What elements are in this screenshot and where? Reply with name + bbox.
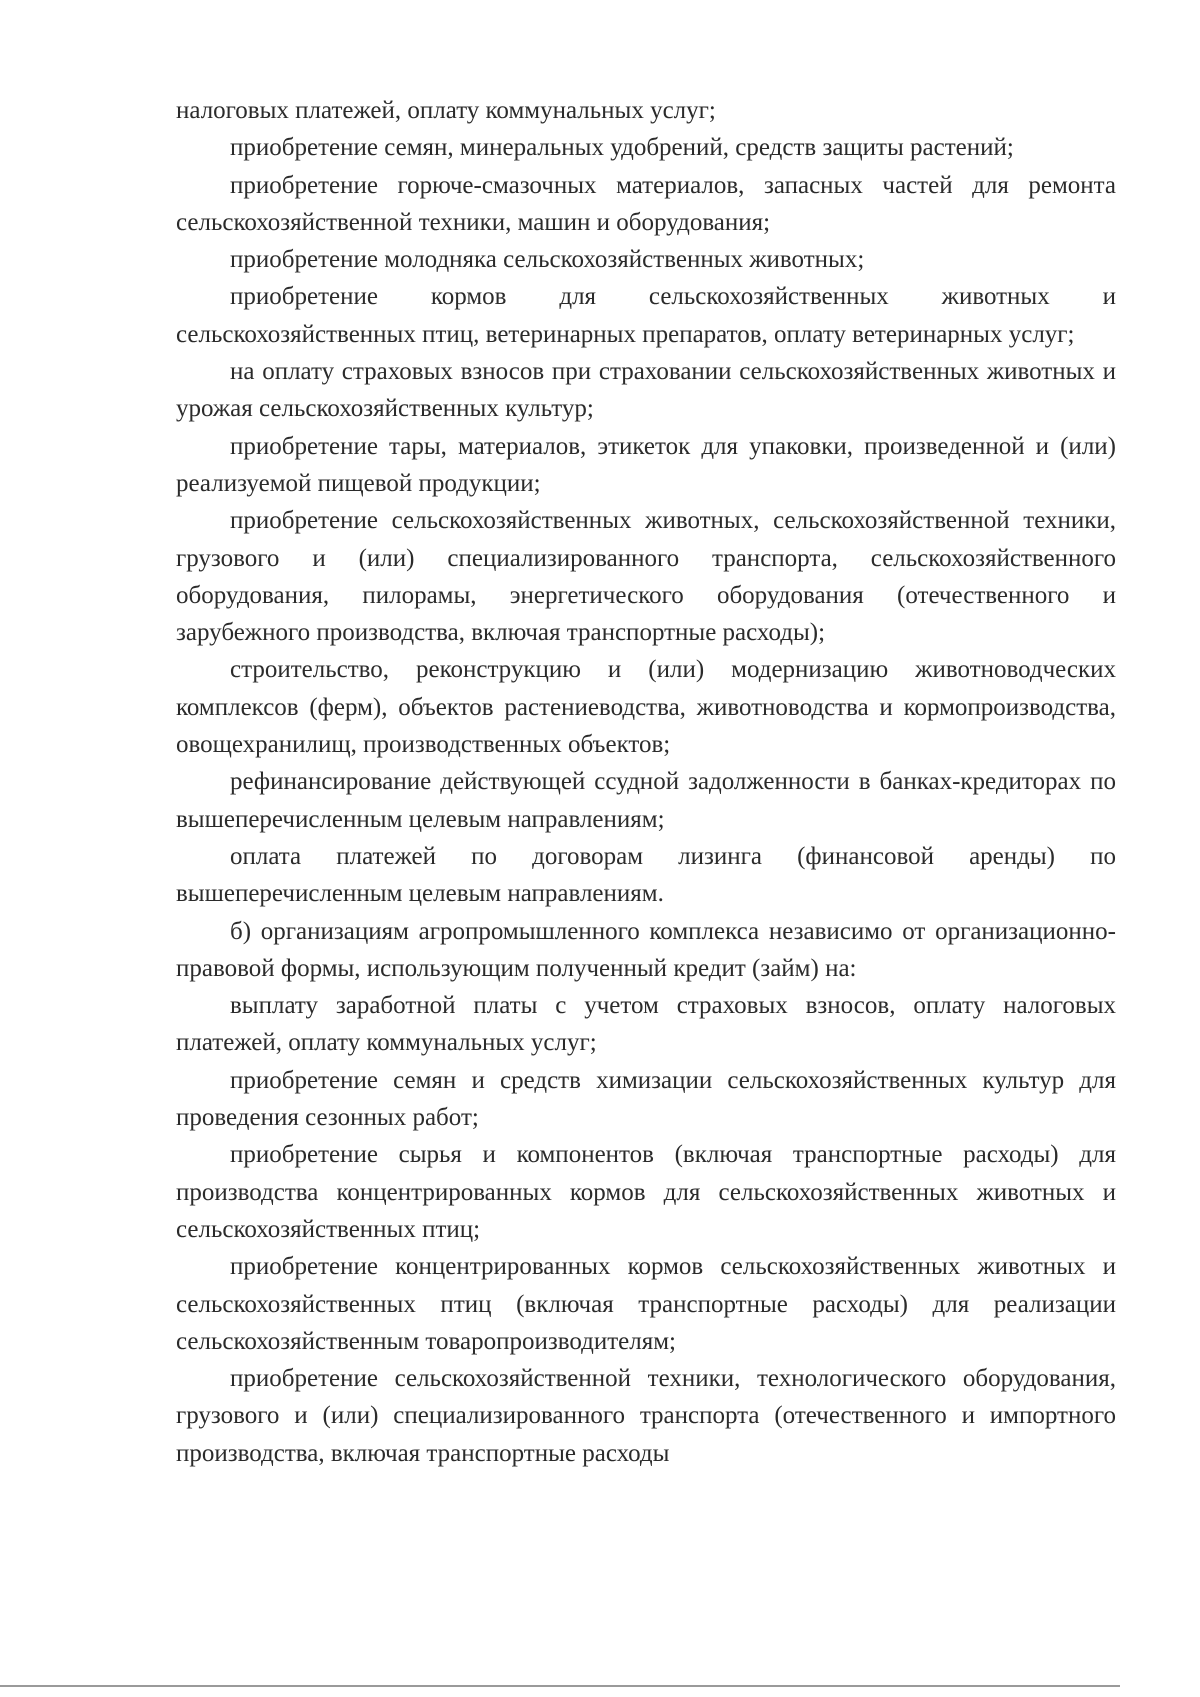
paragraph-1: налоговых платежей, оплату коммунальных услуг; bbox=[176, 97, 716, 124]
paragraph-7: приобретение тары, материалов, этикеток для упаковки, произведенной и (или) реализуемой пищевой продукции; bbox=[176, 432, 1116, 497]
paragraph-10: рефинансирование действующей ссудной задолженности в банках-кредиторах по вышеперечисленным целевым направлениям; bbox=[176, 768, 1116, 833]
document-body bbox=[176, 92, 1116, 1472]
paragraph-17: приобретение сельскохозяйственной техники, технологического оборудования, грузового и (или) специализированного транспорта (отечественного и импортного производства, включая транспортные расходы bbox=[176, 1365, 1116, 1467]
paragraph-9: строительство, реконструкцию и (или) модернизацию животноводческих комплексов (ферм), объектов растениеводства, животноводства и кормопроизводства, овощехранилищ, производственных объектов; bbox=[176, 656, 1116, 759]
paragraph-3: приобретение горюче-смазочных материалов, запасных частей для ремонта сельскохозяйственной техники, машин и оборудования; bbox=[176, 171, 1116, 236]
bottom-rule-divider bbox=[0, 1685, 1120, 1687]
paragraph-11: оплата платежей по договорам лизинга (финансовой аренды) по вышеперечисленным целевым направлениям. bbox=[176, 842, 1116, 908]
paragraph-4: приобретение молодняка сельскохозяйственных животных; bbox=[230, 246, 865, 274]
paragraph-16: приобретение концентрированных кормов сельскохозяйственных животных и сельскохозяйственных птиц (включая транспортные расходы) для реализации сельскохозяйственным товаропроизводителям; bbox=[176, 1253, 1116, 1355]
paragraph-5: приобретение кормов для сельскохозяйственных животных и сельскохозяйственных птиц, ветеринарных препаратов, оплату ветеринарных услуг; bbox=[176, 283, 1116, 348]
paragraph-8: приобретение сельскохозяйственных животных, сельскохозяйственной техники, грузового и (или) специализированного транспорта, сельскохозяйственного оборудования, пилорамы, энергетического оборудования (отечественного и зарубежного производства, включая транспортные расходы); bbox=[176, 507, 1116, 647]
paragraph-13: выплату заработной платы с учетом страховых взносов, оплату налоговых платежей, оплату коммунальных услуг; bbox=[176, 992, 1116, 1057]
paragraph-2: приобретение семян, минеральных удобрений, средств защиты растений; bbox=[230, 134, 1014, 162]
paragraph-6: на оплату страховых взносов при страховании сельскохозяйственных животных и урожая сельскохозяйственных культур; bbox=[176, 358, 1116, 423]
paragraph-12: б) организациям агропромышленного комплекса независимо от организационно-правовой формы, использующим полученный кредит (займ) на: bbox=[176, 917, 1116, 982]
paragraph-15: приобретение сырья и компонентов (включая транспортные расходы) для производства концентрированных кормов для сельскохозяйственных животных и сельскохозяйственных птиц; bbox=[176, 1141, 1116, 1243]
paragraph-14: приобретение семян и средств химизации сельскохозяйственных культур для проведения сезонных работ; bbox=[176, 1066, 1116, 1132]
